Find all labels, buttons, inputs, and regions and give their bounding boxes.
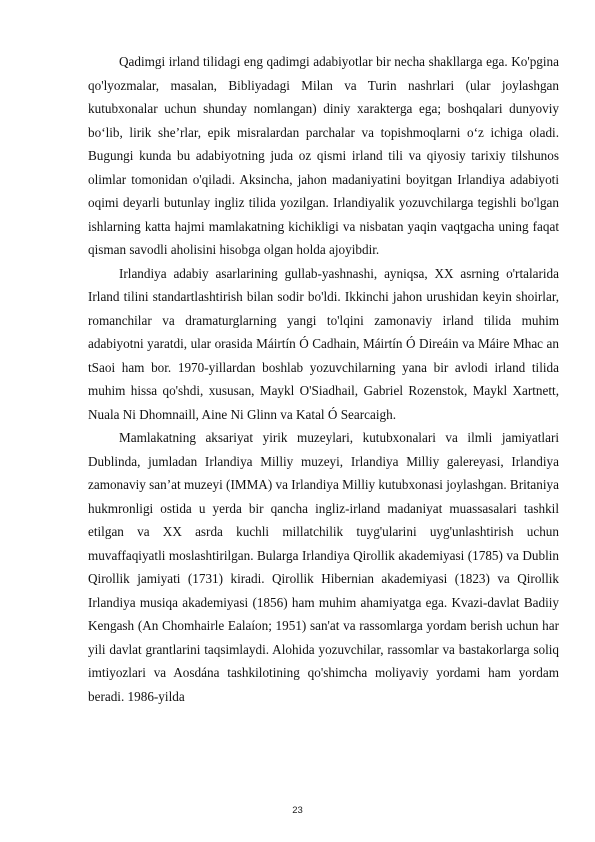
page-number: 23 (292, 805, 303, 816)
paragraph-old-irish-literature: Qadimgi irland tilidagi eng qadimgi adabiyotlar bir necha shakllarga ega. Ko'pgina qo'lyozmalar, masalan, Bibliyadagi Milan va Turin nashrlari (ular joylashgan kutubxonalar uchun shunday nomlangan) diniy xarakterga ega; boshqalari dunyoviy bo‘lib, lirik she’rlar, epik misralardan parchalar va topishmoqlarni o‘z ichiga oladi. Bugungi kunda bu adabiyotning juda oz qismi irland tili va qiyosiy tarixiy tilshunos olimlar tomonidan o'qiladi. Aksincha, jahon madaniyatini boyitgan Irlandiya adabiyoti oqimi deyarli butunlay ingliz tilida yozilgan. Irlandiyalik yozuvchilarga tegishli bo'lgan ishlarning katta hajmi mamlakatning kichikligi va nisbatan yaqin vaqtgacha uning faqat qisman savodli aholisini hisobga olgan holda ajoyibdir. (88, 54, 559, 257)
document-body (88, 50, 559, 708)
paragraph-irish-language-revival: Irlandiya adabiy asarlarining gullab-yashnashi, ayniqsa, XX asrning o'rtalarida Irland tilini standartlashtirish bilan sodir bo'ldi. Ikkinchi jahon urushidan keyin shoirlar, romanchilar va dramaturglarning yangi to'lqini zamonaviy irland tilida muhim adabiyotni yaratdi, ular orasida Máirtín Ó Cadhain, Máirtín Ó Direáin va Máire Mhac an tSaoi ham bor. 1970-yillardan boshlab yozuvchilarning yana bir avlodi irland tilida muhim hissa qo'shdi, xususan, Maykl O'Siadhail, Gabriel Rozenstok, Maykl Xartnett, Nuala Ni Dhomnaill, Aine Ni Glinn va Katal Ó Searcaigh. (88, 265, 559, 422)
paragraph-cultural-institutions: Mamlakatning aksariyat yirik muzeylari, kutubxonalari va ilmli jamiyatlari Dublinda, jumladan Irlandiya Milliy muzeyi, Irlandiya Milliy galereyasi, Irlandiya zamonaviy san’at muzeyi (IMMA) va Irlandiya Milliy kutubxonasi joylashgan. Britaniya hukmronligi ostida u yerda bir qancha ingliz-irland madaniyat muassasalari tashkil etilgan va XX asrda kuchli millatchilik tuyg'ularini uyg'unlashtirish uchun muvaffaqiyatli moslashtirilgan. Bularga Irlandiya Qirollik akademiyasi (1785) va Dublin Qirollik jamiyati (1731) kiradi. Qirollik Hibernian akademiyasi (1823) va Qirollik Irlandiya musiqa akademiyasi (1856) ham muhim ahamiyatga ega. Kvazi-davlat Badiiy Kengash (An Chomhairle Ealaíon; 1951) san'at va rassomlarga yordam berish uchun har yili davlat grantlarini taqsimlaydi. Alohida yozuvchilar, rassomlar va bastakorlarga soliq imtiyozlari va Aosdána tashkilotining qo'shimcha moliyaviy yordami ham yordam beradi. 1986-yilda (88, 430, 559, 704)
